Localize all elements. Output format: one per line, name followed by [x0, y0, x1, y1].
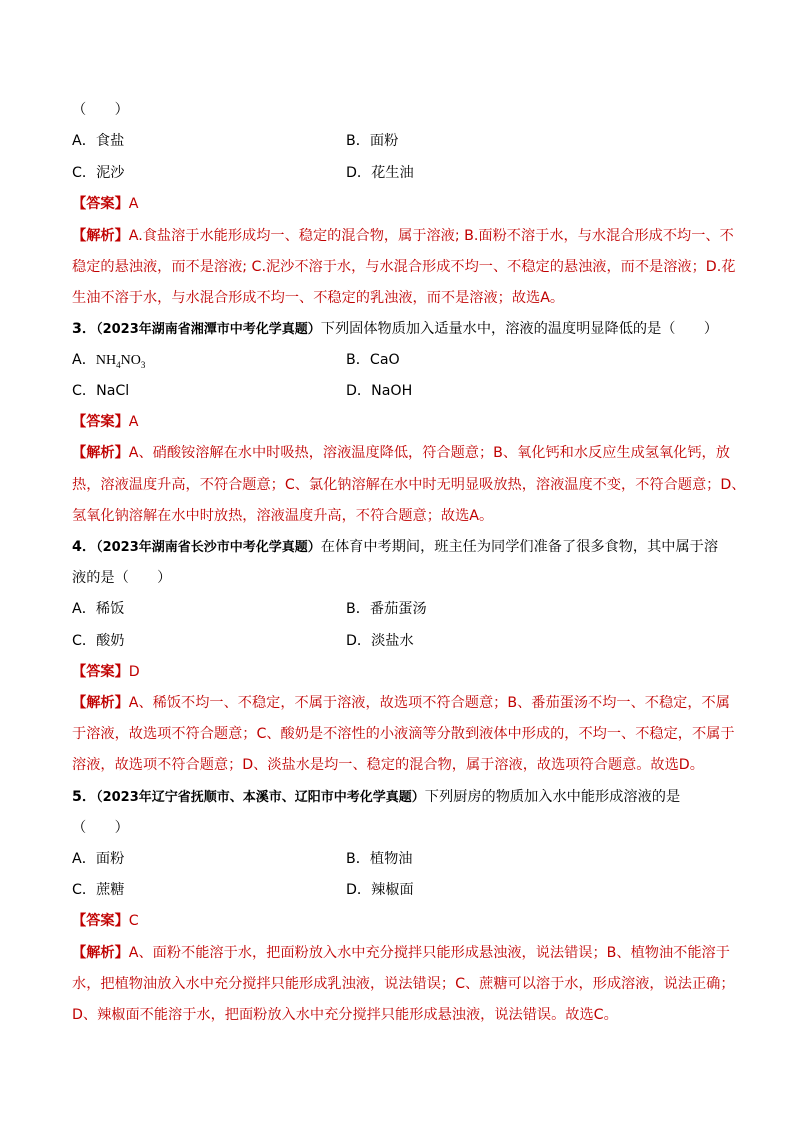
question-number: 5．	[72, 789, 97, 805]
question-number: 3．	[72, 321, 97, 337]
q5-option-a: A．面粉	[72, 851, 125, 867]
q4-analysis-line-2: 于溶液，故选项不符合题意；C、酸奶是不溶性的小液滴等分散到液体中形成的，不均一、不稳定，不属于	[72, 726, 735, 742]
q5-option-c: C．蔗糖	[72, 882, 125, 898]
question-text: 下列厨房的物质加入水中能形成溶液的是	[424, 789, 681, 805]
q4-analysis-line-1	[72, 693, 732, 713]
q2-option-a: A．食盐	[72, 133, 125, 149]
answer-tag: 【答案】	[72, 913, 129, 929]
q3-analysis-line-3: 氢氧化钠溶解在水中时放热，溶液温度升高，不符合题意；故选A。	[72, 508, 494, 524]
q5-option-b: B．植物油	[346, 851, 413, 867]
q2-stem-tail: （ ）	[72, 102, 129, 118]
q3-answer	[72, 412, 732, 432]
q4-option-d: D．淡盐水	[346, 633, 414, 649]
question-text: 下列固体物质加入适量水中，溶液的温度明显降低的是（ ）	[320, 321, 719, 337]
q3-option-a: A．$NH_4NO_3$	[72, 352, 146, 370]
answer-tag: 【答案】	[72, 414, 129, 430]
analysis-tag: 【解析】	[72, 228, 129, 244]
q3-stem	[72, 319, 732, 340]
question-source: （2023年辽宁省抚顺市、本溪市、辽阳市中考化学真题）	[96, 790, 425, 805]
q3-option-c: C．NaCl	[72, 383, 130, 399]
answer-value: A	[128, 196, 139, 212]
analysis-text: A、面粉不能溶于水，把面粉放入水中充分搅拌只能形成悬浊液，说法错误；B、植物油不能溶于	[128, 945, 730, 961]
q2-option-d: D．花生油	[346, 165, 414, 181]
q5-analysis-line-2: 水，把植物油放入水中充分搅拌只能形成乳浊液，说法错误；C、蔗糖可以溶于水，形成溶液，说法正确；	[72, 976, 735, 992]
q2-option-c: C．泥沙	[72, 165, 125, 181]
answer-value: D	[128, 664, 140, 680]
answer-tag: 【答案】	[72, 664, 129, 680]
q4-option-a: A．稀饭	[72, 601, 125, 617]
question-number: 4．	[72, 539, 97, 555]
q5-option-d: D．辣椒面	[346, 882, 414, 898]
q4-stem-line-2: 液的是（ ）	[72, 570, 172, 586]
q2-analysis-line-3: 生油不溶于水，与水混合形成不均一、不稳定的乳浊液，而不是溶液；故选A。	[72, 290, 565, 306]
answer-tag: 【答案】	[72, 196, 129, 212]
q5-stem	[72, 787, 732, 808]
q2-answer	[72, 194, 732, 214]
formula-nh4no3: $NH_4NO_3$	[95, 353, 146, 370]
q3-option-b: B．CaO	[346, 352, 400, 368]
question-source: （2023年湖南省长沙市中考化学真题）	[96, 540, 321, 555]
answer-value: A	[128, 414, 139, 430]
analysis-text: A、硝酸铵溶解在水中时吸热，溶液温度降低，符合题意；B、氧化钙和水反应生成氢氧化钙，放	[128, 445, 730, 461]
q5-analysis-line-1	[72, 943, 732, 963]
q3-analysis-line-2: 热，溶液温度升高，不符合题意；C、氯化钠溶解在水中时无明显吸放热，溶液温度不变，不符合题意；D、	[72, 477, 746, 493]
q2-option-b: B．面粉	[346, 133, 399, 149]
question-text: 在体育中考期间，班主任为同学们准备了很多食物，其中属于溶	[320, 539, 719, 555]
analysis-tag: 【解析】	[72, 695, 129, 711]
answer-value: C	[128, 913, 139, 929]
q3-option-d: D．NaOH	[346, 383, 413, 399]
q5-answer	[72, 911, 732, 931]
question-source: （2023年湖南省湘潭市中考化学真题）	[96, 322, 321, 337]
q4-analysis-line-3: 溶液，故选项不符合题意；D、淡盐水是均一、稳定的混合物，属于溶液，故选项符合题意。故选D。	[72, 757, 704, 773]
q2-analysis-line-2: 稳定的悬浊液，而不是溶液; C.泥沙不溶于水，与水混合形成不均一、不稳定的悬浊液，而不是溶液；D.花	[72, 259, 736, 275]
q4-stem	[72, 537, 732, 558]
q5-stem-line-2: （ ）	[72, 820, 129, 836]
q4-answer	[72, 662, 732, 682]
q2-analysis-line-1	[72, 226, 732, 246]
q4-option-b: B．番茄蛋汤	[346, 601, 427, 617]
q4-option-c: C．酸奶	[72, 633, 125, 649]
analysis-text: A、稀饭不均一、不稳定，不属于溶液，故选项不符合题意；B、番茄蛋汤不均一、不稳定，不属	[128, 695, 730, 711]
q3-analysis-line-1	[72, 443, 732, 463]
analysis-text: A.食盐溶于水能形成均一、稳定的混合物，属于溶液; B.面粉不溶于水，与水混合形成不均一、不	[128, 228, 734, 244]
analysis-tag: 【解析】	[72, 445, 129, 461]
q5-analysis-line-3: D、辣椒面不能溶于水，把面粉放入水中充分搅拌只能形成悬浊液，说法错误。故选C。	[72, 1007, 618, 1023]
analysis-tag: 【解析】	[72, 945, 129, 961]
